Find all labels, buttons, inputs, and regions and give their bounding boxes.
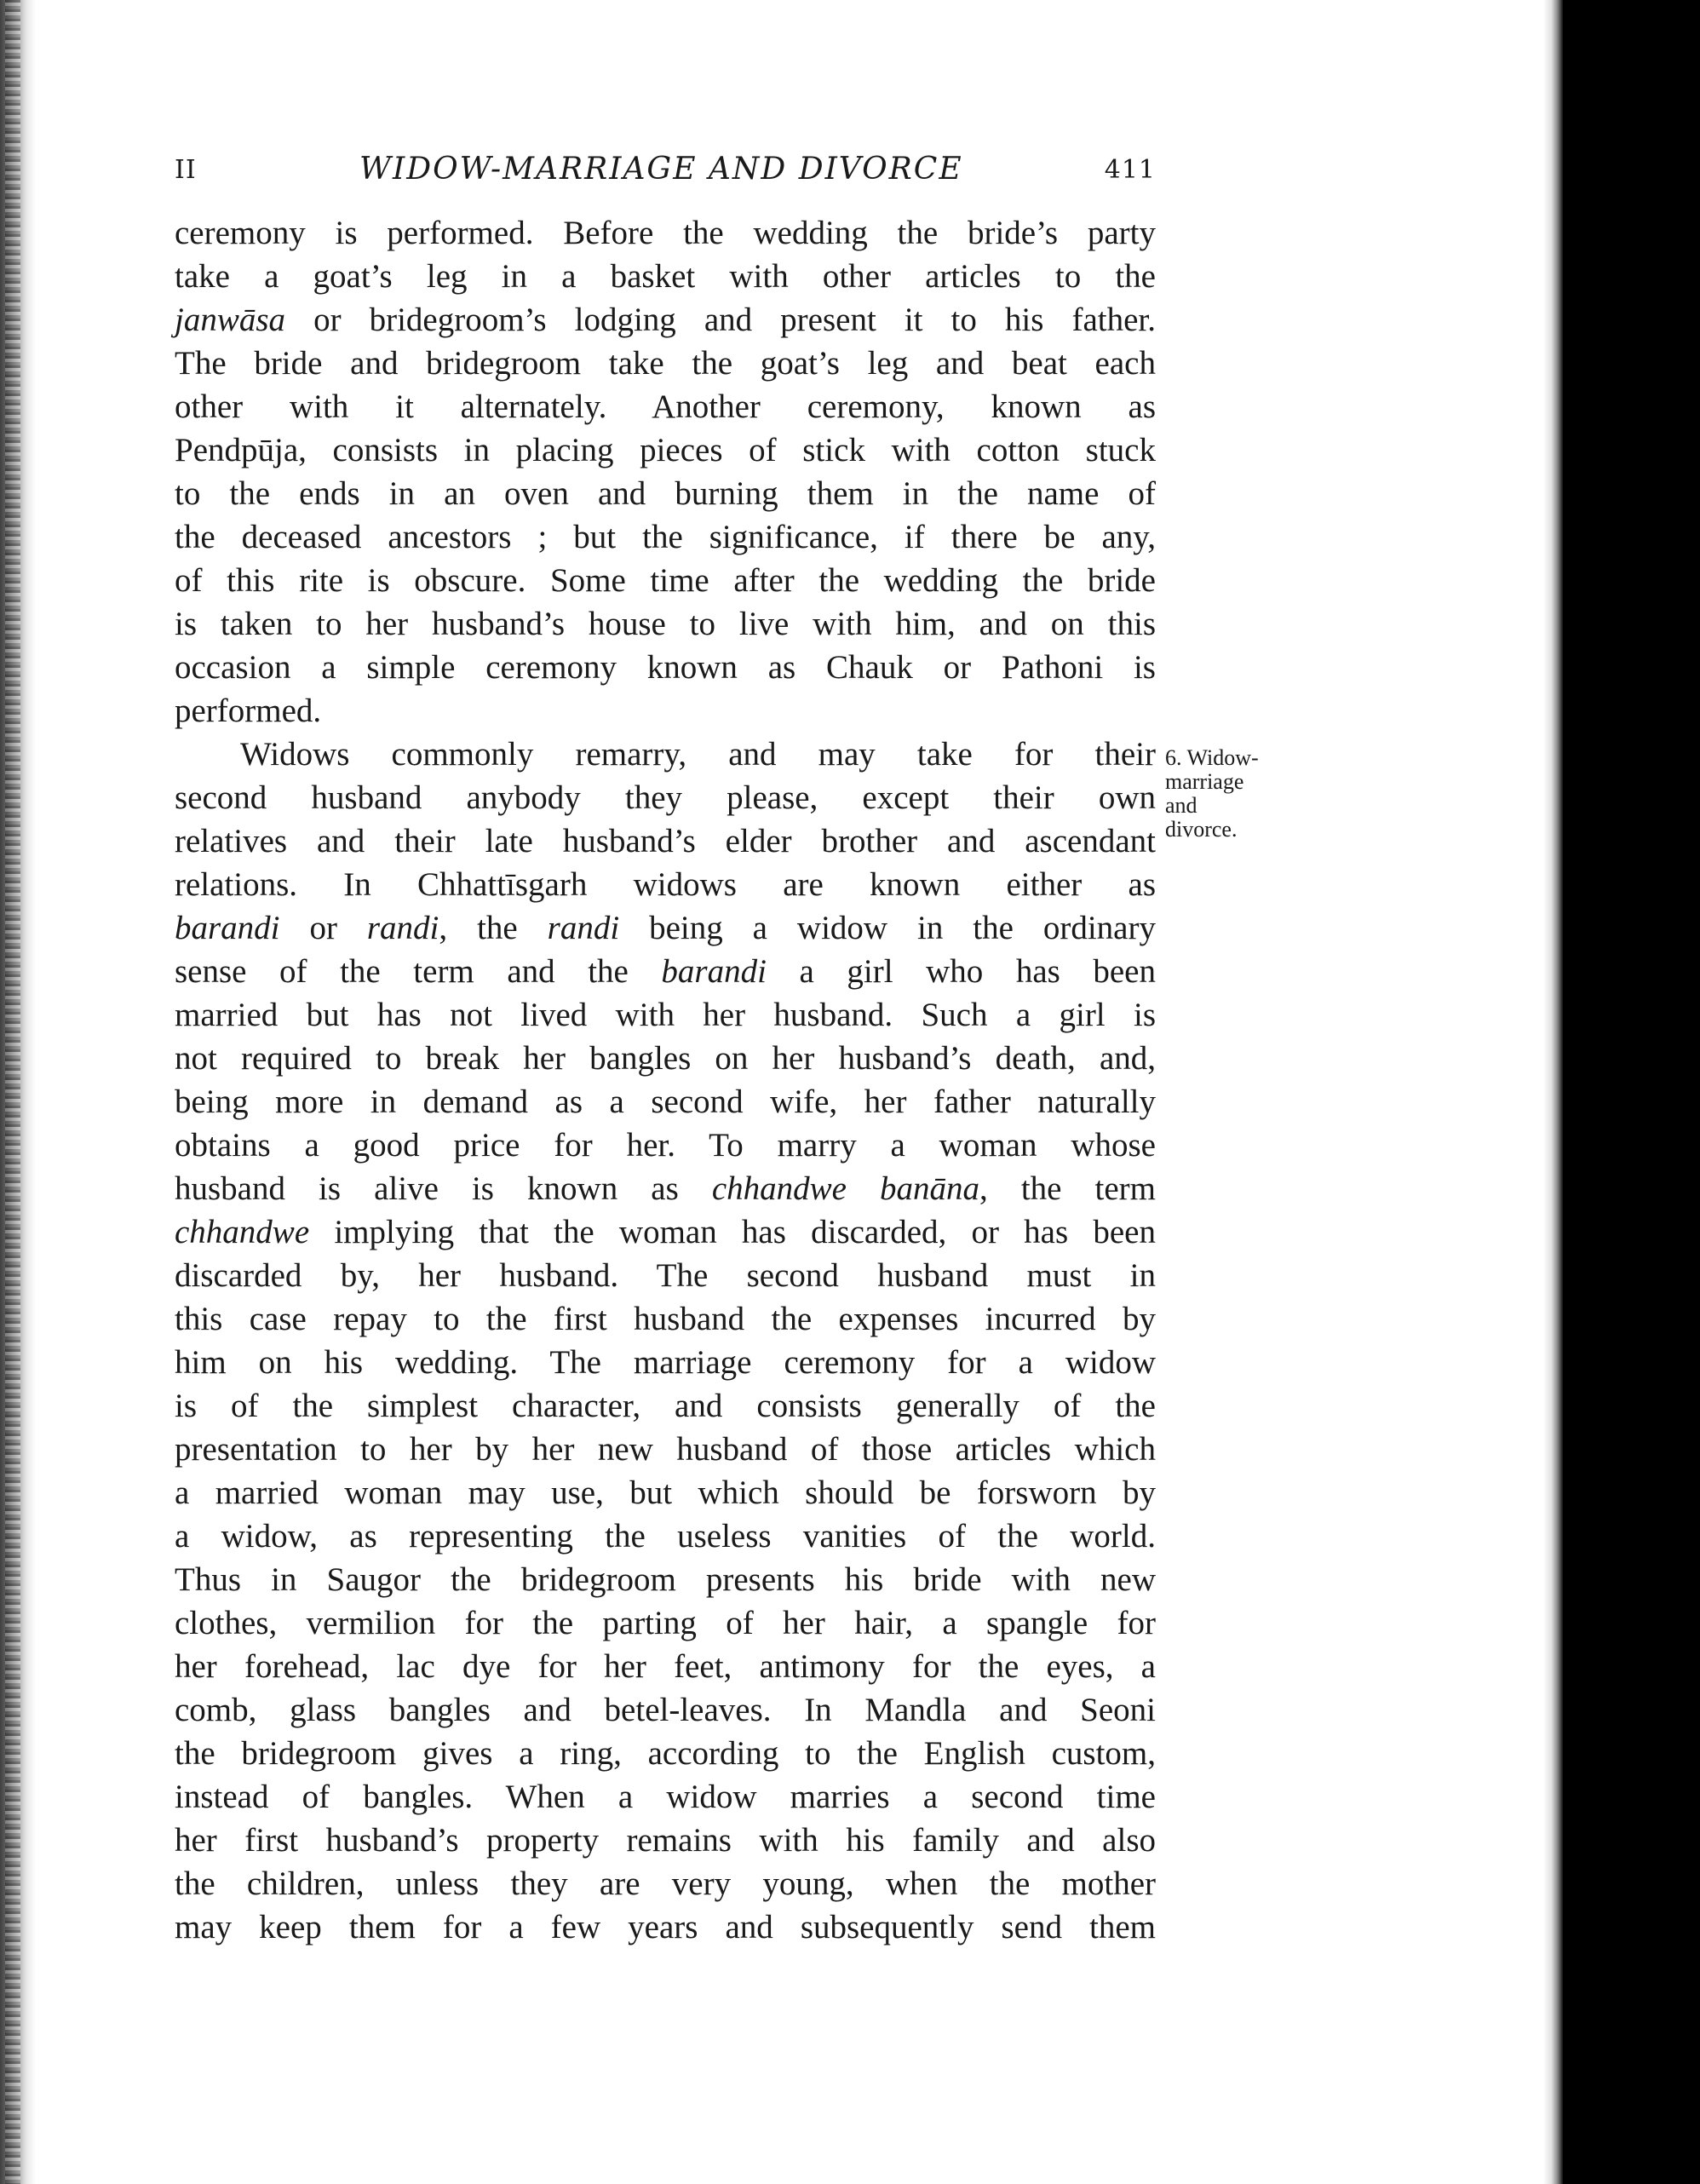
text-line: being more in demand as a second wife, her father naturally [175,1083,1156,1120]
text-line: a widow, as representing the useless vanities of the world. [175,1518,1156,1555]
text-line: relations. In Chhattīsgarh widows are known either as [175,866,1156,903]
text-line: discarded by, her husband. The second husband must in [175,1257,1156,1294]
page-body-text [175,211,1156,1949]
side-note-line: 6. Widow- [1165,745,1259,770]
running-title: WIDOW-MARRIAGE AND DIVORCE [359,152,963,187]
text-line: the children, unless they are very young, when the mother [175,1865,1156,1902]
text-line: comb, glass bangles and betel-leaves. In Mandla and Seoni [175,1692,1156,1728]
text-line: to the ends in an oven and burning them in the name of [175,475,1156,512]
side-note [1165,746,1284,842]
text-line: chhandwe implying that the woman has discarded, or has been [175,1214,1156,1250]
running-header [175,152,1156,193]
side-note-line: divorce. [1165,817,1238,842]
text-line: Pendpūja, consists in placing pieces of stick with cotton stuck [175,432,1156,468]
text-line: married but has not lived with her husband. Such a girl is [175,997,1156,1033]
text-line: not required to break her bangles on her husband’s death, and, [175,1040,1156,1077]
text-line: occasion a simple ceremony known as Chauk or Pathoni is [175,649,1156,686]
text-line: may keep them for a few years and subsequently send them [175,1909,1156,1945]
text-line: take a goat’s leg in a basket with other articles to the [175,258,1156,295]
text-line: the bridegroom gives a ring, according to the English custom, [175,1735,1156,1772]
text-line: instead of bangles. When a widow marries a second time [175,1779,1156,1815]
text-line: husband is alive is known as chhandwe banāna, the term [175,1170,1156,1207]
text-line: Thus in Saugor the bridegroom presents his bride with new [175,1561,1156,1598]
text-line: him on his wedding. The marriage ceremony for a widow [175,1344,1156,1381]
text-line: this case repay to the first husband the expenses incurred by [175,1301,1156,1337]
page-number: 411 [1104,155,1156,185]
text-line: janwāsa or bridegroom’s lodging and present it to his father. [175,302,1156,338]
text-line: barandi or randi, the randi being a widow in the ordinary [175,910,1156,946]
text-line: of this rite is obscure. Some time after the wedding the bride [175,562,1156,599]
text-line: second husband anybody they please, except their own [175,779,1156,816]
text-line: relatives and their late husband’s elder brother and ascendant [175,823,1156,859]
text-line: her first husband’s property remains with his family and also [175,1822,1156,1859]
text-line: the deceased ancestors ; but the significance, if there be any, [175,519,1156,555]
text-line: sense of the term and the barandi a girl who has been [175,953,1156,990]
text-line: presentation to her by her new husband of those articles which [175,1431,1156,1468]
text-line: obtains a good price for her. To marry a woman whose [175,1127,1156,1164]
book-spine-texture [5,0,20,2184]
text-line: a married woman may use, but which should be forsworn by [175,1474,1156,1511]
text-line: performed. [175,693,322,729]
page-edge-shadow [1543,0,1564,2184]
text-line: clothes, vermilion for the parting of her hair, a spangle for [175,1605,1156,1641]
text-line: other with it alternately. Another ceremony, known as [175,388,1156,425]
text-line: The bride and bridegroom take the goat’s leg and beat each [175,345,1156,382]
chapter-signature: II [175,155,197,185]
text-line: Widows commonly remarry, and may take for their [240,736,1156,773]
side-note-line: and [1165,793,1197,818]
text-line: is taken to her husband’s house to live with him, and on this [175,606,1156,642]
scan-black-border [1563,0,1700,2184]
text-line: is of the simplest character, and consists generally of the [175,1388,1156,1424]
side-note-line: marriage [1165,769,1244,794]
text-line: her forehead, lac dye for her feet, antimony for the eyes, a [175,1648,1156,1685]
text-line: ceremony is performed. Before the wedding the bride’s party [175,215,1156,251]
